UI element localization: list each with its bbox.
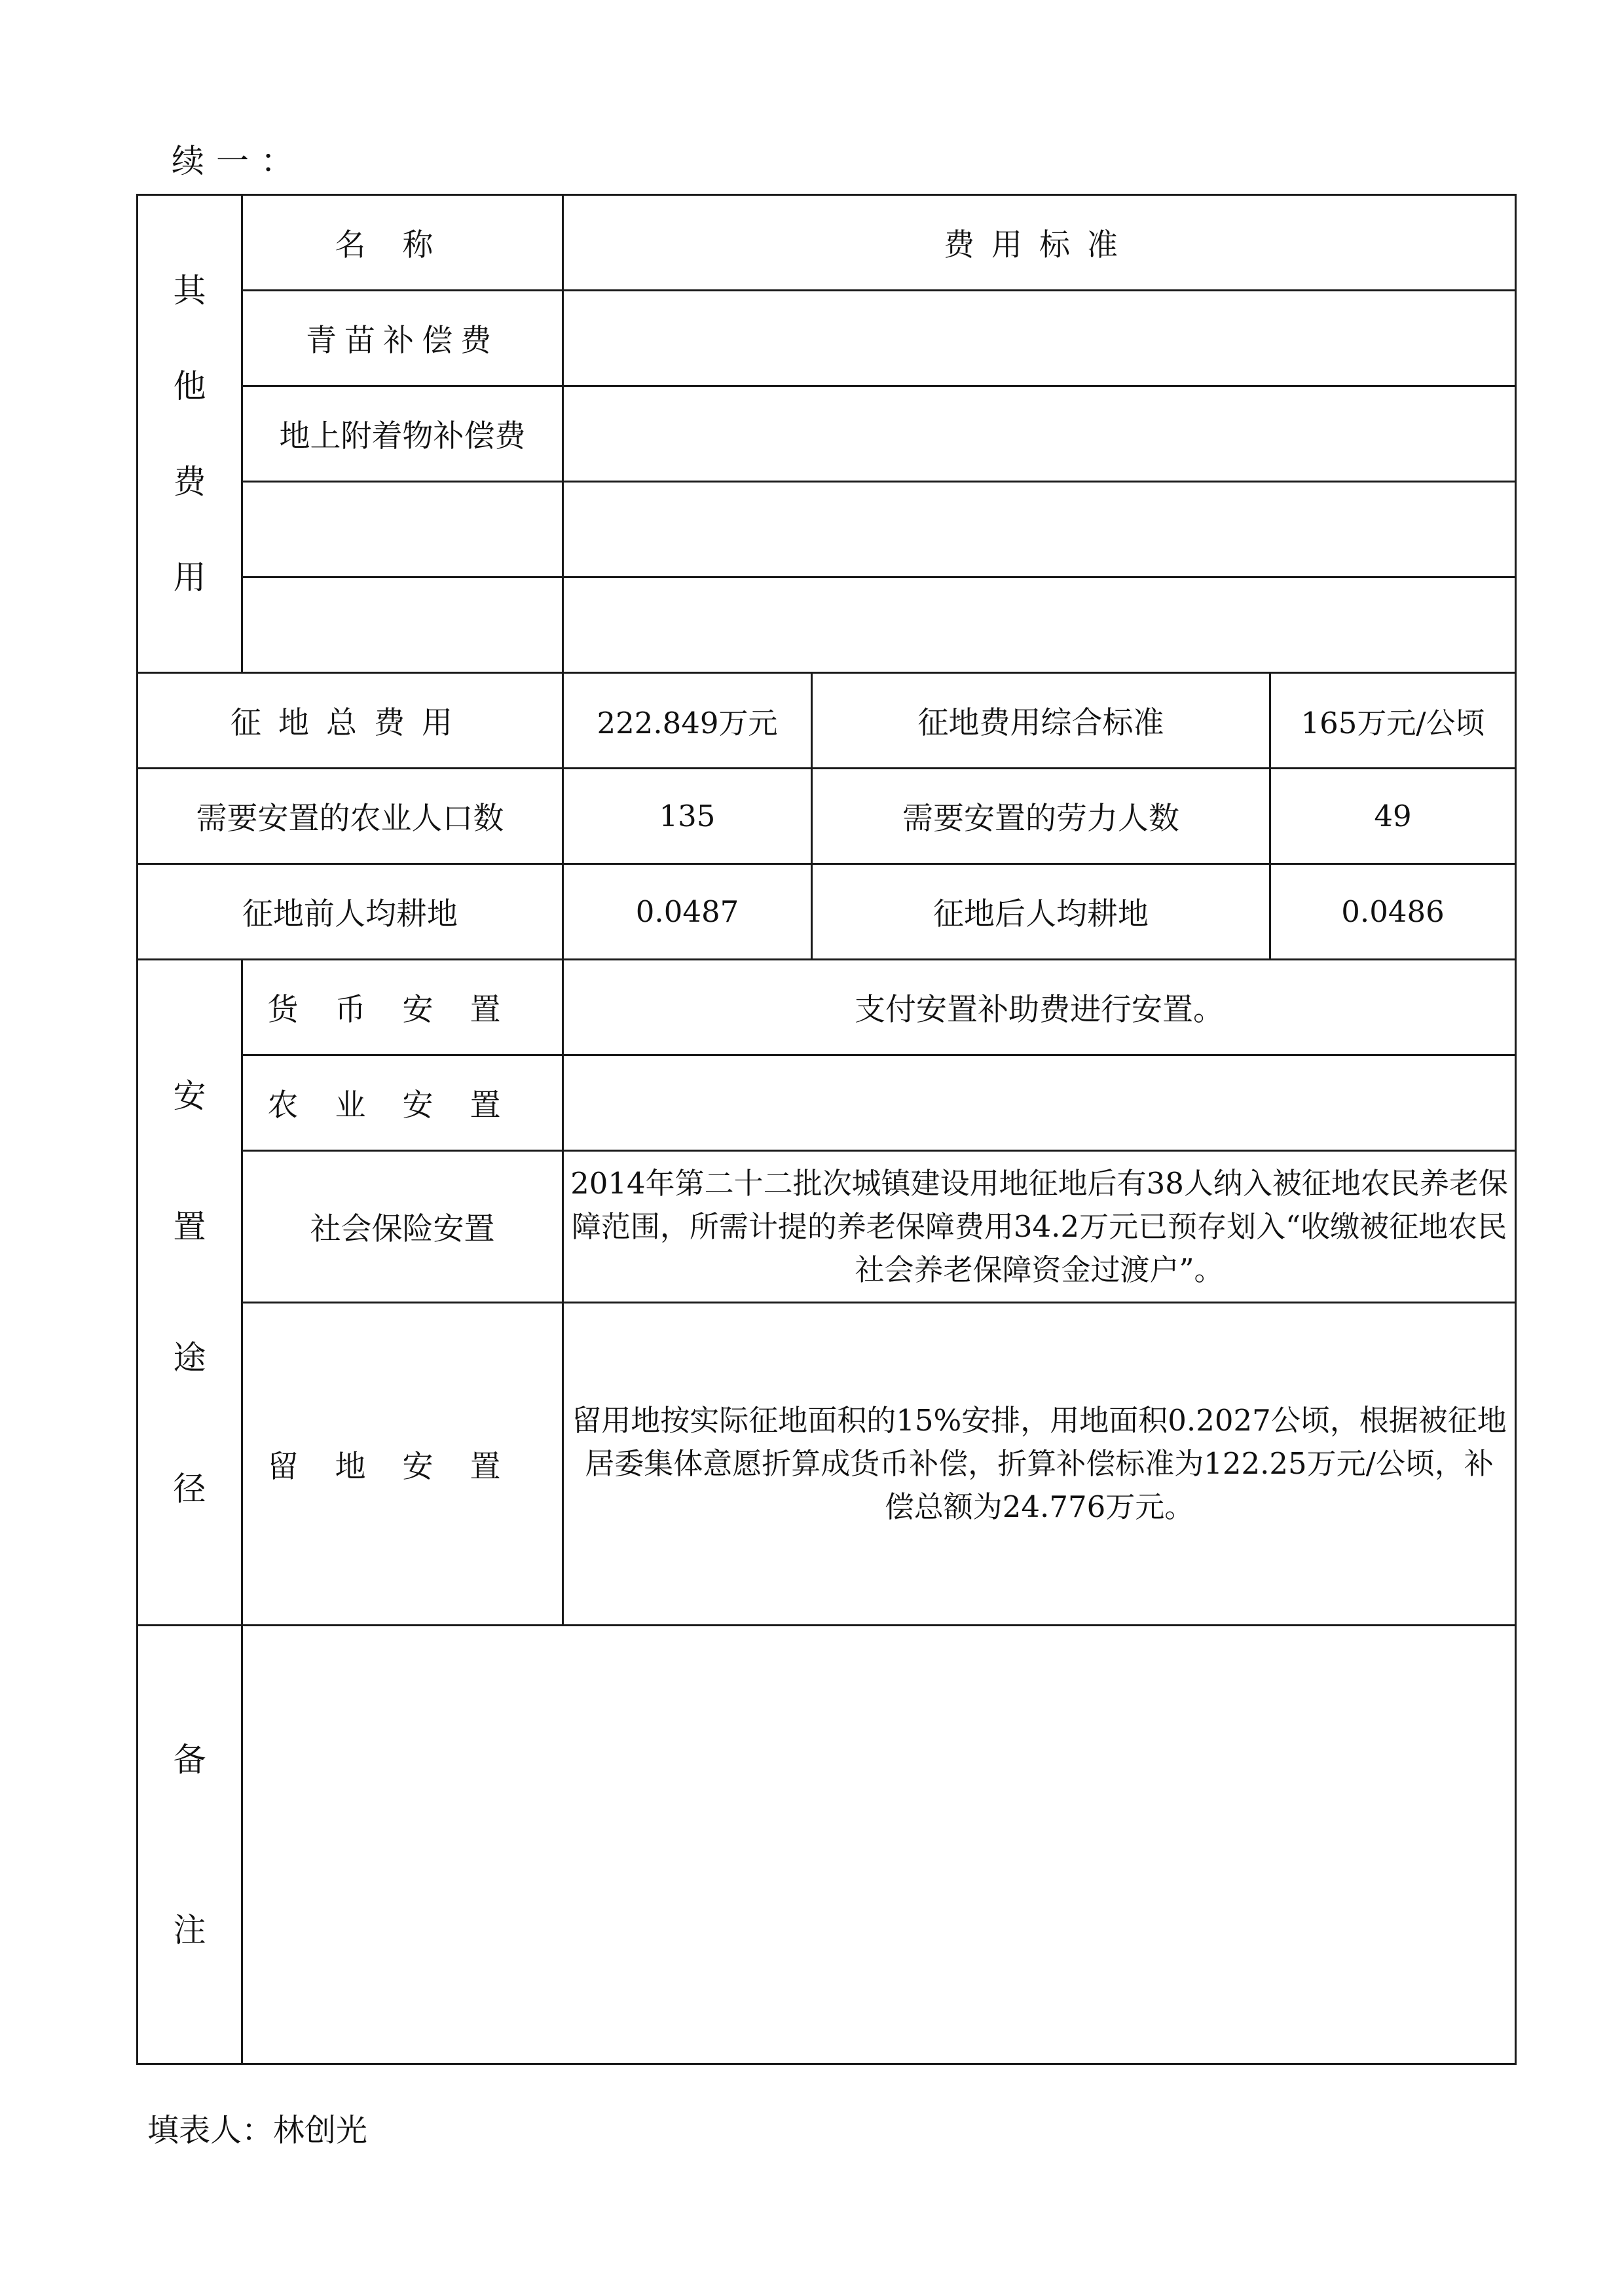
reserved-land-value: 留用地按实际征地面积的15%安排，用地面积0.2027公顷，根据被征地居委集体意愿折算成货币补偿，折算补偿标准为122.25万元/公顷，补偿总额为24.776万元。 [563,1303,1516,1626]
continuation-label: 续一： [172,142,305,180]
social-insurance-label: 社会保险安置 [242,1151,563,1303]
reserved-land-label: 留地安置 [242,1303,563,1626]
agri-population-label: 需要安置的农业人口数 [138,769,563,864]
monetary-value: 支付安置补助费进行安置。 [563,960,1516,1055]
social-insurance-value: 2014年第二十二批次城镇建设用地征地后有38人纳入被征地农民养老保障范围，所需计提的养老保障费用34.2万元已预存划入“收缴被征地农民社会养老保障资金过渡户”。 [563,1151,1516,1303]
land-after-label: 征地后人均耕地 [812,864,1270,960]
fee-standard-seedling [563,291,1516,386]
fee-standard-empty-1 [563,482,1516,577]
remarks-section-label: 备 注 [138,1626,242,2064]
agricultural-value [563,1055,1516,1151]
fee-standard-empty-2 [563,577,1516,673]
fee-name-attachments: 地上附着物补偿费 [242,386,563,482]
land-before-label: 征地前人均耕地 [138,864,563,960]
filler-name: 林创光 [273,2112,368,2149]
labor-value: 49 [1270,769,1516,864]
land-acquisition-table [136,194,1517,2065]
total-cost-value: 222.849万元 [563,673,812,769]
standard-header: 费用标准 [563,195,1516,291]
filler-line [147,2105,367,2150]
remarks-content [242,1626,1516,2064]
fee-standard-attachments [563,386,1516,482]
composite-standard-label: 征地费用综合标准 [812,673,1270,769]
total-cost-label: 征地总费用 [138,673,563,769]
agri-population-value: 135 [563,769,812,864]
name-header: 名称 [242,195,563,291]
fee-name-empty-2 [242,577,563,673]
labor-label: 需要安置的劳力人数 [812,769,1270,864]
land-before-value: 0.0487 [563,864,812,960]
composite-standard-value: 165万元/公顷 [1270,673,1516,769]
agricultural-label: 农业安置 [242,1055,563,1151]
fee-name-empty-1 [242,482,563,577]
other-fees-section-label: 其 他 费 用 [138,195,242,673]
fee-name-seedling: 青苗补偿费 [242,291,563,386]
filler-label: 填表人： [147,2112,274,2149]
monetary-label: 货币安置 [242,960,563,1055]
resettlement-section-label: 安 置 途 径 [138,960,242,1626]
land-after-value: 0.0486 [1270,864,1516,960]
